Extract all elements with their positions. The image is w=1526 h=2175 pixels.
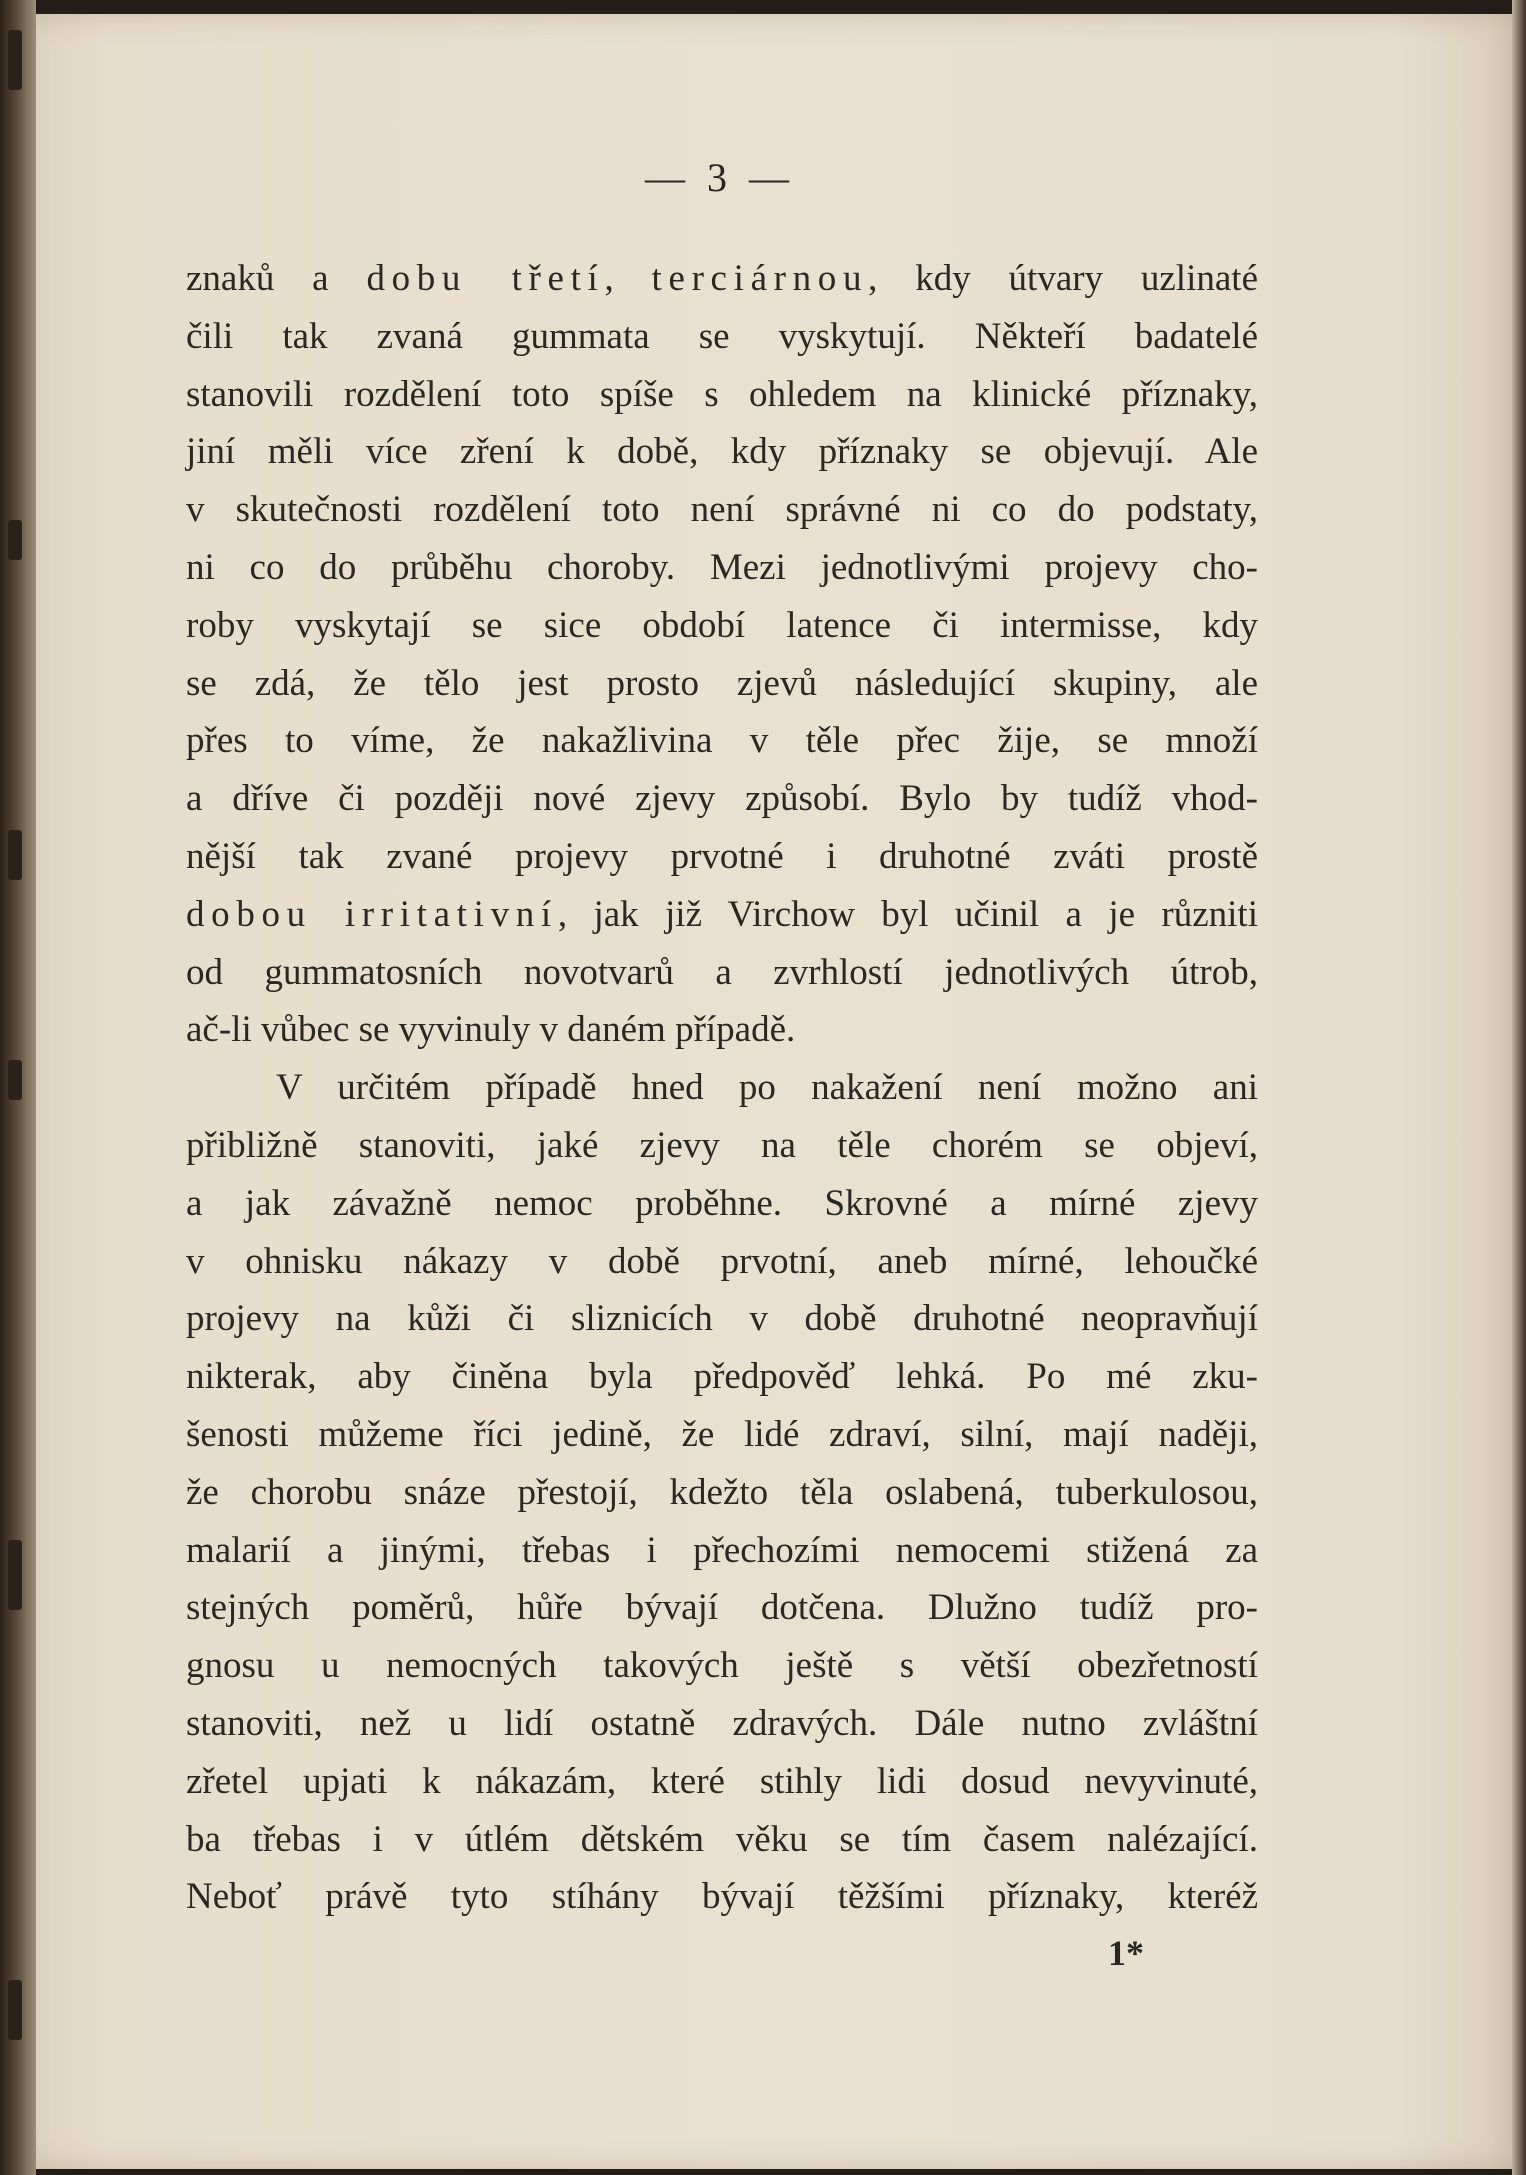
text-segment: , xyxy=(604,258,652,299)
text-line xyxy=(186,250,1258,308)
text-line: stejných poměrů, hůře bývají dotčena. Dlužno tudíž pro- xyxy=(186,1587,1258,1629)
text-line: V určitém případě hned po nakažení není možno ani xyxy=(276,1067,1258,1109)
signature-mark: 1* xyxy=(1108,1933,1144,1973)
text-line: od gummatosních novotvarů a zvrhlostí jednotlivých útrob, xyxy=(186,951,1258,993)
binding-mark xyxy=(8,1060,22,1100)
text-segment: , jak již Virchow byl učinil a je různiti xyxy=(557,893,1258,935)
text-line: jiní měli více zření k době, kdy příznaky se objevují. Ale xyxy=(186,431,1258,473)
text-line: ač-li vůbec se vyvinuly v daném případě. xyxy=(186,1009,796,1051)
text-line: nější tak zvané projevy prvotné i druhotné zváti prostě xyxy=(186,835,1258,877)
binding-mark xyxy=(8,30,22,90)
book-binding xyxy=(0,0,36,2175)
text-line: ni co do průběhu choroby. Mezi jednotlivými projevy cho- xyxy=(186,546,1258,588)
text-line: zřetel upjati k nákazám, které stihly lidi dosud nevyvinuté, xyxy=(186,1760,1258,1802)
text-line: gnosu u nemocných takových ještě s větší obezřetností xyxy=(186,1645,1258,1687)
binding-mark xyxy=(8,830,22,880)
binding-mark xyxy=(8,520,22,560)
spaced-emphasis: dobou irritativní xyxy=(186,893,558,935)
text-line: malarií a jinými, třebas i přechozími nemocemi stižená za xyxy=(186,1529,1258,1571)
text-line: roby vyskytají se sice období latence či intermisse, kdy xyxy=(186,604,1258,646)
text-line: ba třebas i v útlém dětském věku se tím časem nalézající. xyxy=(186,1818,1258,1860)
text-line: v ohnisku nákazy v době prvotní, aneb mírné, lehoučké xyxy=(186,1240,1258,1282)
text-segment: znaků a xyxy=(186,258,367,299)
text-line: nikterak, aby činěna byla předpověď lehká. Po mé zku- xyxy=(186,1356,1258,1398)
text-line xyxy=(186,886,1258,944)
text-line: že chorobu snáze přestojí, kdežto těla oslabená, tuberkulosou, xyxy=(186,1471,1258,1513)
spaced-emphasis: dobu třetí xyxy=(366,258,605,299)
text-line: v skutečnosti rozdělení toto není správné ni co do podstaty, xyxy=(186,489,1258,531)
binding-mark xyxy=(8,1980,22,2040)
paper-sheet xyxy=(18,14,1512,2169)
text-line: Neboť právě tyto stíhány bývají těžšími příznaky, kteréž xyxy=(186,1876,1258,1918)
text-line: a dříve či později nové zjevy způsobí. Bylo by tudíž vhod- xyxy=(186,778,1258,820)
text-line: se zdá, že tělo jest prosto zjevů následující skupiny, ale xyxy=(186,662,1258,704)
text-segment: , kdy útvary uzlinaté xyxy=(868,258,1258,299)
text-body xyxy=(186,250,1258,1926)
text-line: přes to víme, že nakažlivina v těle přec žije, se množí xyxy=(186,720,1258,762)
text-line: a jak závažně nemoc proběhne. Skrovné a mírné zjevy xyxy=(186,1182,1258,1224)
text-line: stanovili rozdělení toto spíše s ohledem na klinické příznaky, xyxy=(186,373,1258,415)
text-line: projevy na kůži či sliznicích v době druhotné neopravňují xyxy=(186,1298,1258,1340)
text-line: šenosti můžeme říci jedině, že lidé zdraví, silní, mají naději, xyxy=(186,1413,1258,1455)
spaced-emphasis: terciárnou xyxy=(651,258,869,299)
binding-mark xyxy=(8,1540,22,1610)
text-line: přibližně stanoviti, jaké zjevy na těle chorém se objeví, xyxy=(186,1124,1258,1166)
text-line: stanoviti, než u lidí ostatně zdravých. Dále nutno zvláštní xyxy=(186,1702,1258,1744)
page-edge xyxy=(1512,0,1526,2175)
text-line: čili tak zvaná gummata se vyskytují. Někteří badatelé xyxy=(186,315,1258,357)
page-number: — 3 — xyxy=(645,155,795,200)
